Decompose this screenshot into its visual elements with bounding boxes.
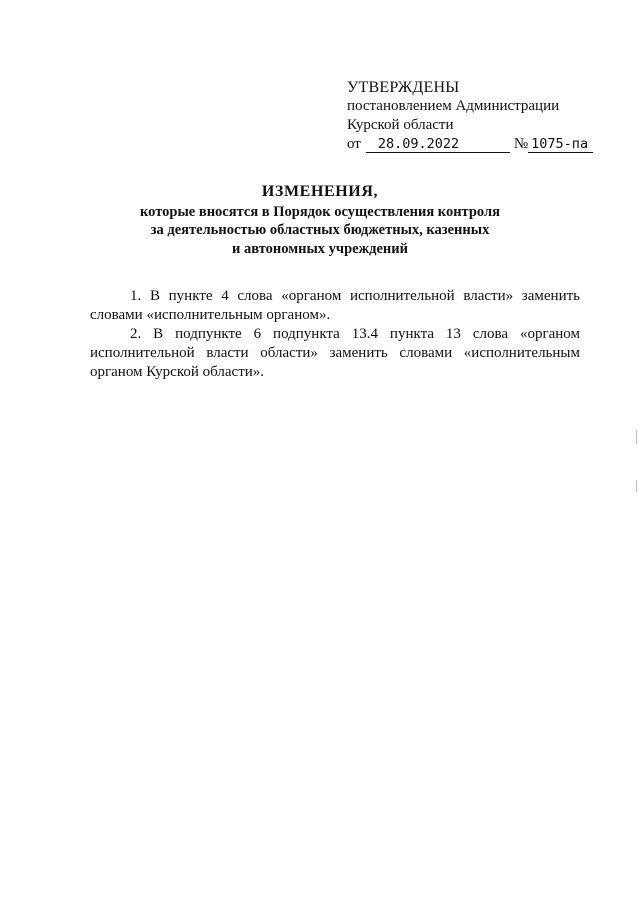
title-subline-3: и автономных учреждений bbox=[232, 240, 408, 257]
scan-artifact bbox=[636, 480, 637, 492]
approval-heading: УТВЕРЖДЕНЫ bbox=[347, 79, 460, 96]
document-title: ИЗМЕНЕНИЯ, bbox=[261, 183, 379, 200]
document-body bbox=[90, 287, 580, 382]
approval-issuer-line: постановлением Администрации bbox=[347, 98, 560, 114]
title-subline-2: за деятельностью областных бюджетных, казенных bbox=[150, 222, 490, 238]
approval-region-line: Курской области bbox=[347, 117, 454, 133]
approval-date-row bbox=[347, 135, 597, 154]
scan-artifact bbox=[636, 430, 637, 444]
approval-block bbox=[347, 78, 597, 154]
document-title-block bbox=[60, 183, 580, 258]
title-subline-1: которые вносятся в Порядок осуществления контроля bbox=[140, 203, 500, 220]
from-label: от bbox=[347, 136, 361, 152]
paragraph-2: 2. В подпункте 6 подпункта 13.4 пункта 13 слова «органом исполнительной власти области» заменить словами «исполнительным органом Курской области». bbox=[90, 326, 580, 380]
approval-date: 28.09.2022 bbox=[366, 137, 510, 153]
approval-number: 1075-па bbox=[528, 137, 593, 153]
paragraph-1: 1. В пункте 4 слова «органом исполнительной власти» заменить словами «исполнительным органом». bbox=[90, 288, 580, 323]
number-sign: № bbox=[513, 136, 529, 152]
